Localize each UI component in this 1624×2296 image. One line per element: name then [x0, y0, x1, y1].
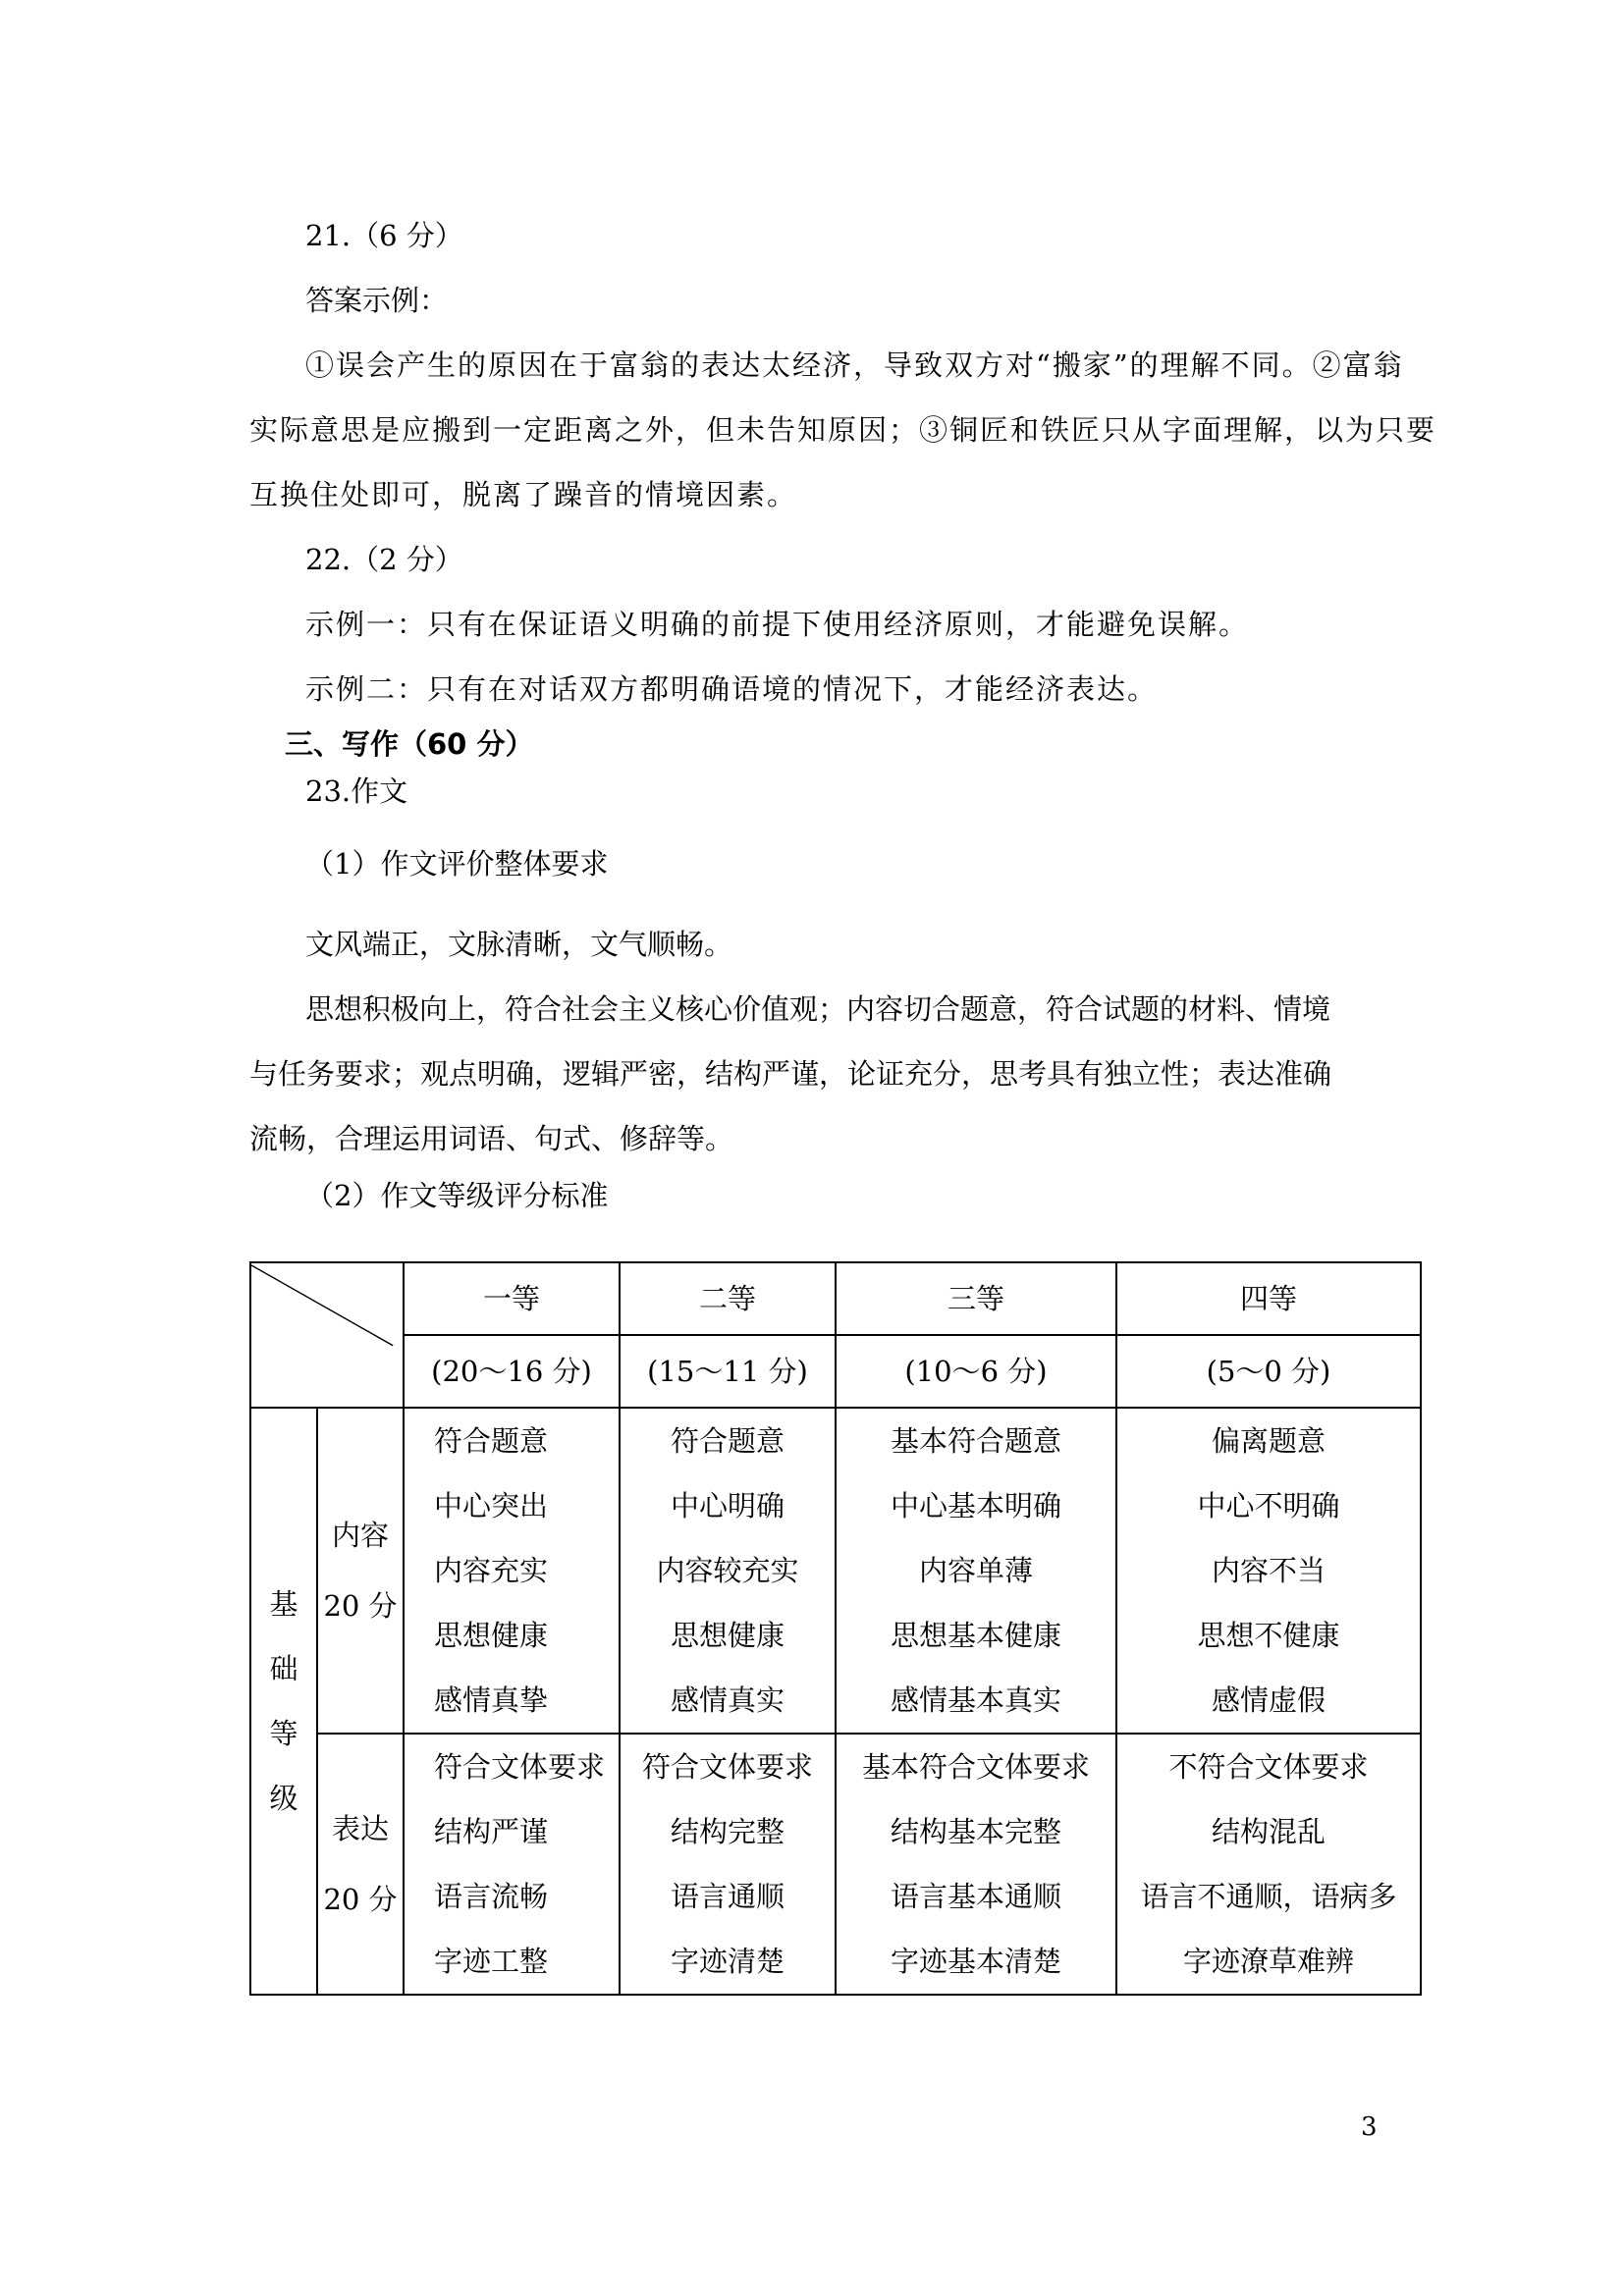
- essay-requirement-heading: （1）作文评价整体要求: [305, 847, 609, 881]
- essay-requirement-2-line-3: 流畅，合理运用词语、句式、修辞等。: [249, 1122, 734, 1155]
- criteria-item: 感情基本真实: [890, 1683, 1061, 1717]
- basic-level-char: 基: [269, 1587, 298, 1621]
- criteria-item: 符合题意: [434, 1424, 549, 1458]
- criteria-item: 感情虚假: [1211, 1683, 1326, 1717]
- q23-title: 23.作文: [305, 774, 408, 808]
- criteria-item: 思想不健康: [1197, 1619, 1340, 1652]
- criteria-item: 语言不通顺，语病多: [1140, 1880, 1397, 1913]
- basic-level-char: 等: [269, 1717, 298, 1750]
- basic-level-label: [250, 1408, 317, 1995]
- grade-header: 一等: [404, 1262, 620, 1335]
- content-category-label: 内容 20 分: [317, 1408, 404, 1734]
- section-3-heading: 三、写作（60 分）: [285, 727, 534, 761]
- criteria-item: 字迹工整: [434, 1945, 549, 1978]
- grade-header: 二等: [620, 1262, 836, 1335]
- criteria-item: 符合文体要求: [434, 1750, 606, 1784]
- content-criteria-grade-3: [836, 1408, 1116, 1734]
- grading-standard-heading: （2）作文等级评分标准: [305, 1179, 609, 1212]
- criteria-item: 字迹潦草难辨: [1182, 1945, 1354, 1978]
- essay-requirement-2-line-2: 与任务要求；观点明确，逻辑严密，结构严谨，论证充分，思考具有独立性；表达准确: [249, 1057, 1332, 1091]
- q22-example-2: 示例二：只有在对话双方都明确语境的情况下，才能经济表达。: [305, 672, 1159, 706]
- criteria-item: 基本符合文体要求: [861, 1750, 1090, 1784]
- criteria-item: 字迹基本清楚: [890, 1945, 1061, 1978]
- criteria-item: 中心突出: [434, 1489, 549, 1522]
- diagonal-line: [251, 1263, 403, 1407]
- criteria-item: 字迹清楚: [670, 1945, 785, 1978]
- criteria-item: 结构基本完整: [890, 1815, 1061, 1848]
- content-criteria-grade-2: [620, 1408, 836, 1734]
- expression-criteria-grade-1: [404, 1734, 620, 1995]
- criteria-item: 语言基本通顺: [890, 1880, 1061, 1913]
- criteria-item: 符合题意: [670, 1424, 785, 1458]
- criteria-item: 内容充实: [434, 1554, 549, 1587]
- content-criteria-grade-4: [1116, 1408, 1421, 1734]
- q21-answer-line-3: 互换住处即可，脱离了躁音的情境因素。: [249, 478, 798, 511]
- q21-answer-line-1: ①误会产生的原因在于富翁的表达太经济，导致双方对“搬家”的理解不同。②富翁: [305, 348, 1404, 382]
- expression-category-label: 表达 20 分: [317, 1734, 404, 1995]
- essay-requirement-2-line-1: 思想积极向上，符合社会主义核心价值观；内容切合题意，符合试题的材料、情境: [305, 992, 1331, 1026]
- score-range: (15～11 分): [620, 1335, 836, 1408]
- q21-answer-line-2: 实际意思是应搬到一定距离之外，但未告知原因；③铜匠和铁匠只从字面理解，以为只要: [249, 413, 1437, 447]
- grading-rubric-table: [249, 1261, 1422, 1996]
- criteria-item: 结构完整: [670, 1815, 785, 1848]
- criteria-item: 感情真实: [670, 1683, 785, 1717]
- criteria-item: 思想健康: [434, 1619, 549, 1652]
- grade-header: 四等: [1116, 1262, 1421, 1335]
- criteria-item: 中心明确: [670, 1489, 785, 1522]
- q21-title: 21.（6 分）: [305, 219, 463, 252]
- criteria-item: 内容不当: [1211, 1554, 1326, 1587]
- expression-criteria-grade-2: [620, 1734, 836, 1995]
- criteria-item: 语言流畅: [434, 1880, 549, 1913]
- q21-sample-label: 答案示例：: [305, 284, 449, 317]
- criteria-item: 基本符合题意: [890, 1424, 1061, 1458]
- content-criteria-grade-1: [404, 1408, 620, 1734]
- criteria-item: 不符合文体要求: [1168, 1750, 1369, 1784]
- criteria-item: 中心基本明确: [890, 1489, 1061, 1522]
- score-range: (5～0 分): [1116, 1335, 1421, 1408]
- q22-example-1: 示例一：只有在保证语义明确的前提下使用经济原则，才能避免误解。: [305, 608, 1250, 641]
- criteria-item: 结构严谨: [434, 1815, 549, 1848]
- criteria-item: 思想基本健康: [890, 1619, 1061, 1652]
- grade-header: 三等: [836, 1262, 1116, 1335]
- criteria-item: 感情真挚: [434, 1683, 549, 1717]
- basic-level-char: 级: [269, 1782, 298, 1815]
- criteria-item: 语言通顺: [670, 1880, 785, 1913]
- criteria-item: 符合文体要求: [641, 1750, 813, 1784]
- criteria-item: 偏离题意: [1211, 1424, 1326, 1458]
- criteria-item: 结构混乱: [1211, 1815, 1326, 1848]
- expression-criteria-grade-3: [836, 1734, 1116, 1995]
- score-range: (10～6 分): [836, 1335, 1116, 1408]
- criteria-item: 内容单薄: [918, 1554, 1033, 1587]
- expression-criteria-grade-4: [1116, 1734, 1421, 1995]
- criteria-item: 内容较充实: [656, 1554, 799, 1587]
- page-number: 3: [1361, 2112, 1378, 2142]
- criteria-item: 中心不明确: [1197, 1489, 1340, 1522]
- essay-requirement-1: 文风端正，文脉清晰，文气顺畅。: [305, 928, 733, 961]
- basic-level-char: 础: [269, 1652, 298, 1685]
- score-range: (20～16 分): [404, 1335, 620, 1408]
- criteria-item: 思想健康: [670, 1619, 785, 1652]
- q22-title: 22.（2 分）: [305, 543, 463, 576]
- table-corner-cell: [250, 1262, 404, 1408]
